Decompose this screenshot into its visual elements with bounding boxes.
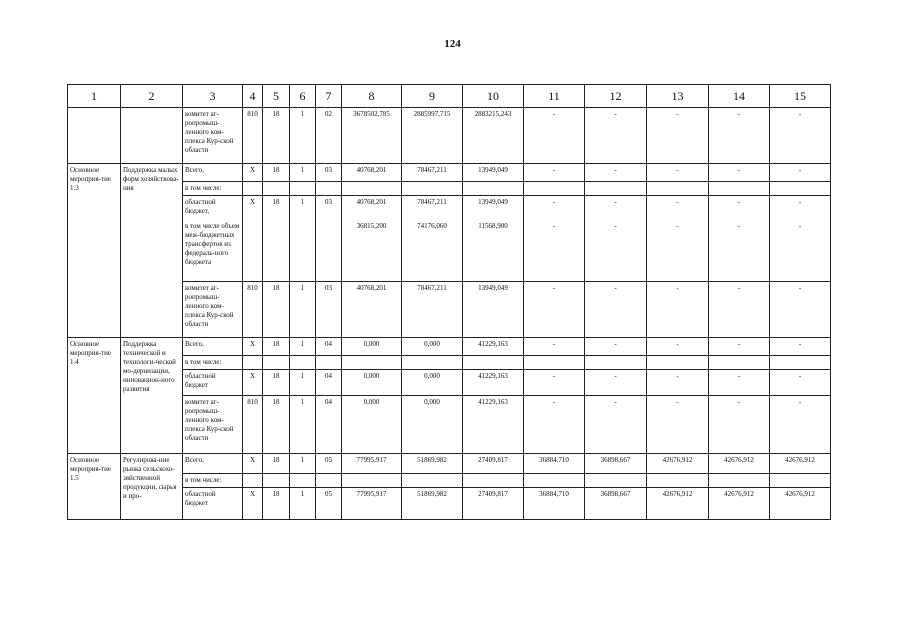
table-row <box>68 370 831 396</box>
table-cell: - <box>770 282 831 338</box>
table-cell: 03 <box>316 282 342 338</box>
table-row <box>68 396 831 454</box>
table-cell: 13949,049 <box>463 196 524 220</box>
table-cell: 42676,912 <box>770 454 831 474</box>
table-cell <box>709 474 770 488</box>
table-cell <box>402 474 463 488</box>
table-cell: 77995,917 <box>342 488 402 520</box>
table-cell: 1 <box>290 164 316 182</box>
table-cell: 0,000 <box>342 370 402 396</box>
table-cell: 13949,049 <box>463 164 524 182</box>
table-cell <box>524 182 585 196</box>
table-cell: 18 <box>263 282 290 338</box>
table-cell: - <box>770 108 831 164</box>
table-cell: 42676,912 <box>647 454 709 474</box>
table-cell: 18 <box>263 108 290 164</box>
table-row <box>68 282 831 338</box>
table-cell: 3678502,785 <box>342 108 402 164</box>
table-cell: - <box>585 370 647 396</box>
table-cell: X <box>243 338 263 356</box>
table-cell: 1 <box>290 370 316 396</box>
table-cell: 42676,912 <box>647 488 709 520</box>
table-row <box>68 108 831 164</box>
table-cell: 51869,982 <box>402 488 463 520</box>
table-cell <box>121 108 183 164</box>
table-cell: - <box>709 108 770 164</box>
table-cell <box>263 182 290 196</box>
table-cell: - <box>524 396 585 454</box>
table-cell: 810 <box>243 282 263 338</box>
table-cell: 1 <box>290 338 316 356</box>
page-number: 124 <box>444 38 461 50</box>
table-cell: Всего, <box>183 338 243 356</box>
header-cell: 9 <box>402 85 463 108</box>
table-cell: 27409,817 <box>463 454 524 474</box>
table-cell: 36884,710 <box>524 454 585 474</box>
table-cell <box>316 220 342 282</box>
table-cell: 11568,900 <box>463 220 524 282</box>
table-cell: 78467,211 <box>402 196 463 220</box>
table-cell: 42676,912 <box>709 488 770 520</box>
table-cell: 2883215,243 <box>463 108 524 164</box>
table-cell: - <box>524 282 585 338</box>
measure-description: Регулирова-ние рынка сельскохо-зяйственной продукции, сырья и про- <box>121 454 183 520</box>
table-cell: 0,000 <box>342 338 402 356</box>
table-cell <box>243 474 263 488</box>
table-cell: 18 <box>263 396 290 454</box>
table-cell: 74176,060 <box>402 220 463 282</box>
table-cell: - <box>585 164 647 182</box>
table-cell <box>290 474 316 488</box>
table-cell <box>342 474 402 488</box>
table-cell <box>290 356 316 370</box>
table-cell: 04 <box>316 338 342 356</box>
table-cell <box>263 220 290 282</box>
header-cell: 2 <box>121 85 183 108</box>
table-cell <box>342 182 402 196</box>
table-cell: - <box>709 338 770 356</box>
table-cell: в том числе объем меж-бюджетных трансфертов из федераль-ного бюджета <box>183 220 243 282</box>
table-cell: - <box>647 282 709 338</box>
table-cell: 18 <box>263 338 290 356</box>
table-cell <box>316 182 342 196</box>
table-cell <box>463 356 524 370</box>
header-cell: 1 <box>68 85 121 108</box>
table-cell: - <box>647 196 709 220</box>
measure-name: Основное мероприя-тие 1.4 <box>68 338 121 454</box>
table-cell: - <box>585 338 647 356</box>
header-cell: 14 <box>709 85 770 108</box>
table-cell: 02 <box>316 108 342 164</box>
table-cell <box>263 356 290 370</box>
table-cell: X <box>243 454 263 474</box>
table-cell: 41229,163 <box>463 370 524 396</box>
measure-description: Поддержка технической и технологи-ческой мо-дернизации, инновацион-ного развития <box>121 338 183 454</box>
table-cell <box>524 356 585 370</box>
table-cell: - <box>709 396 770 454</box>
table-cell <box>709 356 770 370</box>
measure-description: Поддержка малых форм хозяйствова-ния <box>121 164 183 338</box>
table-cell <box>463 474 524 488</box>
table-cell: 18 <box>263 454 290 474</box>
table-cell: 18 <box>263 370 290 396</box>
table-cell: 1 <box>290 196 316 220</box>
header-cell: 7 <box>316 85 342 108</box>
table-cell <box>402 182 463 196</box>
table-cell <box>770 182 831 196</box>
table-cell: 36815,200 <box>342 220 402 282</box>
measure-name: Основное мероприя-тие 1.5 <box>68 454 121 520</box>
table-cell: 18 <box>263 196 290 220</box>
table-cell <box>585 474 647 488</box>
table-cell: - <box>524 338 585 356</box>
table-row <box>68 454 831 474</box>
header-cell: 5 <box>263 85 290 108</box>
table-cell: - <box>524 164 585 182</box>
table-cell <box>585 182 647 196</box>
table-cell: 40768,201 <box>342 282 402 338</box>
table-cell: 36884,710 <box>524 488 585 520</box>
table-cell: - <box>709 220 770 282</box>
table-cell: 2885997,715 <box>402 108 463 164</box>
table-cell: комитет аг-ропромыш-ленного ком-плекса Кур-ской области <box>183 108 243 164</box>
table-cell: 0,000 <box>402 338 463 356</box>
table-cell: - <box>585 108 647 164</box>
table-cell: в том числе: <box>183 474 243 488</box>
table-cell: - <box>647 338 709 356</box>
table-cell: 03 <box>316 164 342 182</box>
table-row <box>68 220 831 282</box>
table-cell: - <box>770 220 831 282</box>
table-cell: - <box>524 370 585 396</box>
table-cell: комитет аг-ропромыш-ленного ком-плекса Кур-ской области <box>183 282 243 338</box>
table-cell <box>68 108 121 164</box>
table-row <box>68 164 831 182</box>
header-cell: 4 <box>243 85 263 108</box>
table-cell: - <box>647 370 709 396</box>
table-cell: - <box>709 370 770 396</box>
table-cell <box>585 356 647 370</box>
table-cell <box>647 474 709 488</box>
table-cell: 0,000 <box>402 370 463 396</box>
table-cell: - <box>585 282 647 338</box>
header-cell: 13 <box>647 85 709 108</box>
table-cell: 77995,917 <box>342 454 402 474</box>
table-cell: 40768,201 <box>342 196 402 220</box>
table-cell: - <box>647 396 709 454</box>
table-cell: - <box>647 220 709 282</box>
table-cell <box>316 356 342 370</box>
table-cell: - <box>647 164 709 182</box>
table-cell: 27409,817 <box>463 488 524 520</box>
table-cell <box>402 356 463 370</box>
table-cell: в том числе: <box>183 356 243 370</box>
table-cell: 05 <box>316 454 342 474</box>
table-cell: областной бюджет <box>183 488 243 520</box>
table-cell <box>290 182 316 196</box>
table-cell: - <box>524 220 585 282</box>
table-cell: - <box>770 338 831 356</box>
table-cell: 04 <box>316 396 342 454</box>
table-cell: 78467,211 <box>402 282 463 338</box>
table-row <box>68 182 831 196</box>
header-cell: 8 <box>342 85 402 108</box>
table-cell: - <box>770 196 831 220</box>
table-cell <box>316 474 342 488</box>
table-cell: - <box>585 220 647 282</box>
table-cell: 0,000 <box>342 396 402 454</box>
table-row <box>68 196 831 220</box>
table-cell: 1 <box>290 396 316 454</box>
table-cell: X <box>243 488 263 520</box>
table-cell: - <box>585 196 647 220</box>
table-cell: 18 <box>263 488 290 520</box>
table-cell: X <box>243 164 263 182</box>
budget-table <box>67 84 831 520</box>
table-cell: 41229,163 <box>463 338 524 356</box>
table-cell: 1 <box>290 488 316 520</box>
table-cell <box>263 474 290 488</box>
table-row <box>68 338 831 356</box>
table-cell: 51869,982 <box>402 454 463 474</box>
table-row <box>68 356 831 370</box>
table-cell: 18 <box>263 164 290 182</box>
table-cell: 1 <box>290 282 316 338</box>
table-cell: - <box>770 396 831 454</box>
table-cell: - <box>647 108 709 164</box>
table-cell: 40768,201 <box>342 164 402 182</box>
table-cell <box>342 356 402 370</box>
table-cell: 05 <box>316 488 342 520</box>
table-cell: 42676,912 <box>770 488 831 520</box>
table-cell <box>709 182 770 196</box>
table-cell: 42676,912 <box>709 454 770 474</box>
table-cell: областной бюджет, <box>183 196 243 220</box>
header-cell: 10 <box>463 85 524 108</box>
header-cell: 12 <box>585 85 647 108</box>
table-cell: - <box>709 196 770 220</box>
table-cell: X <box>243 196 263 220</box>
table-row <box>68 488 831 520</box>
table-cell: 03 <box>316 196 342 220</box>
header-cell: 3 <box>183 85 243 108</box>
table-cell: - <box>709 164 770 182</box>
table-cell <box>647 182 709 196</box>
table-cell: - <box>770 370 831 396</box>
table-cell: 13949,049 <box>463 282 524 338</box>
header-cell: 15 <box>770 85 831 108</box>
table-cell: комитет аг-ропромыш-ленного ком-плекса Кур-ской области <box>183 396 243 454</box>
table-cell <box>243 356 263 370</box>
table-cell: - <box>524 196 585 220</box>
table-cell: - <box>770 164 831 182</box>
table-cell: 810 <box>243 108 263 164</box>
table-cell: 78467,211 <box>402 164 463 182</box>
table-cell: 36898,667 <box>585 488 647 520</box>
table-cell <box>524 474 585 488</box>
table-cell: Всего, <box>183 454 243 474</box>
table-cell: в том числе: <box>183 182 243 196</box>
table-cell: 810 <box>243 396 263 454</box>
table-cell <box>770 356 831 370</box>
table-cell: 36898,667 <box>585 454 647 474</box>
table-cell: 0,000 <box>402 396 463 454</box>
table-cell <box>243 182 263 196</box>
header-row <box>68 85 831 108</box>
table-cell: 1 <box>290 108 316 164</box>
table-cell <box>243 220 263 282</box>
measure-name: Основное мероприя-тие 1.3 <box>68 164 121 338</box>
table-cell <box>770 474 831 488</box>
table-cell: - <box>709 282 770 338</box>
table-cell: Всего, <box>183 164 243 182</box>
table-cell: - <box>524 108 585 164</box>
table-cell: областной бюджет <box>183 370 243 396</box>
table-cell <box>290 220 316 282</box>
header-cell: 11 <box>524 85 585 108</box>
table-row <box>68 474 831 488</box>
table-cell: X <box>243 370 263 396</box>
table-cell <box>463 182 524 196</box>
table-cell: 1 <box>290 454 316 474</box>
header-cell: 6 <box>290 85 316 108</box>
table-cell: - <box>585 396 647 454</box>
table-cell: 41229,163 <box>463 396 524 454</box>
table-cell: 04 <box>316 370 342 396</box>
table-cell <box>647 356 709 370</box>
